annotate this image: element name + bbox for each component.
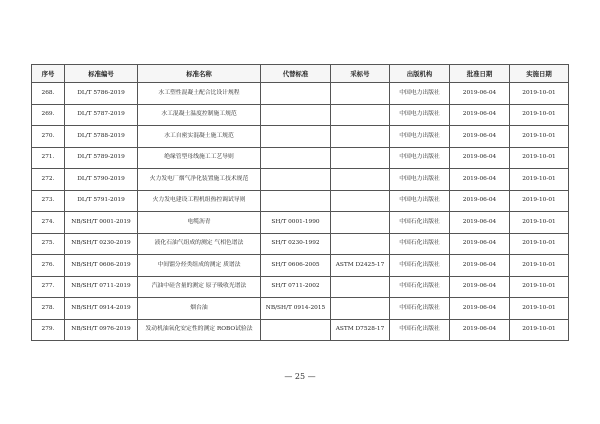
cell-standard-number: NB/SH/T 0606-2019 — [65, 255, 138, 277]
cell-replaced-standard — [261, 190, 331, 212]
cell-publisher: 中国电力出版社 — [390, 190, 450, 212]
cell-implementation-date: 2019-10-01 — [510, 276, 569, 298]
cell-adopted-standard — [331, 147, 390, 169]
cell-standard-name: 绝缘管型母线施工工艺导则 — [138, 147, 261, 169]
cell-standard-number: DL/T 5787-2019 — [65, 104, 138, 126]
cell-adopted-standard — [331, 212, 390, 234]
table-header-row — [32, 65, 569, 83]
cell-implementation-date: 2019-10-01 — [510, 104, 569, 126]
table-row — [32, 104, 569, 126]
cell-index: 278. — [32, 298, 65, 320]
cell-standard-name: 汽油中硅含量的测定 原子吸收光谱法 — [138, 276, 261, 298]
cell-implementation-date: 2019-10-01 — [510, 169, 569, 191]
cell-standard-name: 水工混凝土温度控制施工规范 — [138, 104, 261, 126]
table-body — [32, 83, 569, 341]
cell-publisher: 中国电力出版社 — [390, 147, 450, 169]
cell-publisher: 中国石化出版社 — [390, 255, 450, 277]
table-row — [32, 298, 569, 320]
cell-standard-number: DL/T 5790-2019 — [65, 169, 138, 191]
cell-standard-number: DL/T 5789-2019 — [65, 147, 138, 169]
cell-approval-date: 2019-06-04 — [450, 319, 510, 341]
cell-replaced-standard — [261, 126, 331, 148]
cell-adopted-standard — [331, 83, 390, 105]
cell-standard-number: NB/SH/T 0711-2019 — [65, 276, 138, 298]
cell-approval-date: 2019-06-04 — [450, 298, 510, 320]
cell-implementation-date: 2019-10-01 — [510, 147, 569, 169]
cell-replaced-standard: SH/T 0001-1990 — [261, 212, 331, 234]
table-row — [32, 276, 569, 298]
cell-standard-name: 中间馏分烃类组成的测定 质谱法 — [138, 255, 261, 277]
cell-index: 277. — [32, 276, 65, 298]
cell-publisher: 中国石化出版社 — [390, 276, 450, 298]
cell-index: 274. — [32, 212, 65, 234]
col-header-standard-number: 标准编号 — [65, 65, 138, 83]
cell-standard-name: 火力发电厂烟气净化装置施工技术规范 — [138, 169, 261, 191]
table-row — [32, 83, 569, 105]
cell-index: 271. — [32, 147, 65, 169]
cell-approval-date: 2019-06-04 — [450, 190, 510, 212]
cell-approval-date: 2019-06-04 — [450, 104, 510, 126]
cell-implementation-date: 2019-10-01 — [510, 126, 569, 148]
cell-publisher: 中国石化出版社 — [390, 298, 450, 320]
cell-approval-date: 2019-06-04 — [450, 83, 510, 105]
col-header-index: 序号 — [32, 65, 65, 83]
cell-index: 273. — [32, 190, 65, 212]
col-header-implementation-date: 实施日期 — [510, 65, 569, 83]
cell-replaced-standard — [261, 83, 331, 105]
cell-replaced-standard: SH/T 0230-1992 — [261, 233, 331, 255]
cell-replaced-standard: SH/T 0711-2002 — [261, 276, 331, 298]
cell-replaced-standard: NB/SH/T 0914-2015 — [261, 298, 331, 320]
cell-standard-number: NB/SH/T 0976-2019 — [65, 319, 138, 341]
cell-publisher: 中国电力出版社 — [390, 104, 450, 126]
cell-adopted-standard: ASTM D7528-17 — [331, 319, 390, 341]
col-header-adopted-standard: 采标号 — [331, 65, 390, 83]
table-row — [32, 126, 569, 148]
cell-index: 276. — [32, 255, 65, 277]
cell-approval-date: 2019-06-04 — [450, 233, 510, 255]
cell-implementation-date: 2019-10-01 — [510, 319, 569, 341]
table-row — [32, 147, 569, 169]
cell-approval-date: 2019-06-04 — [450, 276, 510, 298]
cell-implementation-date: 2019-10-01 — [510, 83, 569, 105]
cell-replaced-standard — [261, 104, 331, 126]
col-header-publisher: 出版机构 — [390, 65, 450, 83]
col-header-approval-date: 批准日期 — [450, 65, 510, 83]
table-row — [32, 190, 569, 212]
cell-adopted-standard — [331, 126, 390, 148]
cell-implementation-date: 2019-10-01 — [510, 255, 569, 277]
cell-adopted-standard — [331, 104, 390, 126]
cell-replaced-standard — [261, 319, 331, 341]
cell-publisher: 中国石化出版社 — [390, 212, 450, 234]
table-row — [32, 169, 569, 191]
cell-publisher: 中国石化出版社 — [390, 319, 450, 341]
cell-standard-name: 水工自密实混凝土施工规范 — [138, 126, 261, 148]
cell-adopted-standard — [331, 169, 390, 191]
table-row — [32, 319, 569, 341]
cell-implementation-date: 2019-10-01 — [510, 190, 569, 212]
cell-implementation-date: 2019-10-01 — [510, 212, 569, 234]
table-row — [32, 212, 569, 234]
cell-index: 268. — [32, 83, 65, 105]
cell-replaced-standard — [261, 169, 331, 191]
table-row — [32, 233, 569, 255]
cell-adopted-standard — [331, 298, 390, 320]
cell-approval-date: 2019-06-04 — [450, 212, 510, 234]
col-header-replaced-standard: 代替标准 — [261, 65, 331, 83]
cell-standard-number: NB/SH/T 0001-2019 — [65, 212, 138, 234]
cell-adopted-standard — [331, 233, 390, 255]
cell-publisher: 中国电力出版社 — [390, 83, 450, 105]
cell-index: 269. — [32, 104, 65, 126]
cell-adopted-standard — [331, 190, 390, 212]
cell-index: 275. — [32, 233, 65, 255]
cell-adopted-standard — [331, 276, 390, 298]
cell-publisher: 中国电力出版社 — [390, 169, 450, 191]
col-header-standard-name: 标准名称 — [138, 65, 261, 83]
cell-adopted-standard: ASTM D2425-17 — [331, 255, 390, 277]
cell-index: 270. — [32, 126, 65, 148]
cell-standard-name: 水工塑性混凝土配合比设计规程 — [138, 83, 261, 105]
cell-standard-name: 烟台油 — [138, 298, 261, 320]
page-number: — 25 — — [284, 372, 316, 381]
cell-standard-number: DL/T 5786-2019 — [65, 83, 138, 105]
cell-index: 279. — [32, 319, 65, 341]
cell-implementation-date: 2019-10-01 — [510, 298, 569, 320]
cell-approval-date: 2019-06-04 — [450, 147, 510, 169]
cell-replaced-standard — [261, 147, 331, 169]
cell-standard-name: 电缆沥青 — [138, 212, 261, 234]
cell-publisher: 中国电力出版社 — [390, 126, 450, 148]
cell-standard-name: 发动机油氧化安定性的测定 ROBO试验法 — [138, 319, 261, 341]
cell-standard-number: NB/SH/T 0230-2019 — [65, 233, 138, 255]
cell-standard-number: DL/T 5791-2019 — [65, 190, 138, 212]
cell-index: 272. — [32, 169, 65, 191]
cell-publisher: 中国石化出版社 — [390, 233, 450, 255]
cell-standard-number: DL/T 5788-2019 — [65, 126, 138, 148]
cell-standard-name: 液化石油气组成的测定 气相色谱法 — [138, 233, 261, 255]
cell-approval-date: 2019-06-04 — [450, 169, 510, 191]
standards-table — [31, 64, 569, 341]
cell-standard-number: NB/SH/T 0914-2019 — [65, 298, 138, 320]
cell-standard-name: 火力发电建设工程机组热控调试导则 — [138, 190, 261, 212]
table-row — [32, 255, 569, 277]
cell-approval-date: 2019-06-04 — [450, 255, 510, 277]
cell-implementation-date: 2019-10-01 — [510, 233, 569, 255]
cell-replaced-standard: SH/T 0606-2005 — [261, 255, 331, 277]
cell-approval-date: 2019-06-04 — [450, 126, 510, 148]
